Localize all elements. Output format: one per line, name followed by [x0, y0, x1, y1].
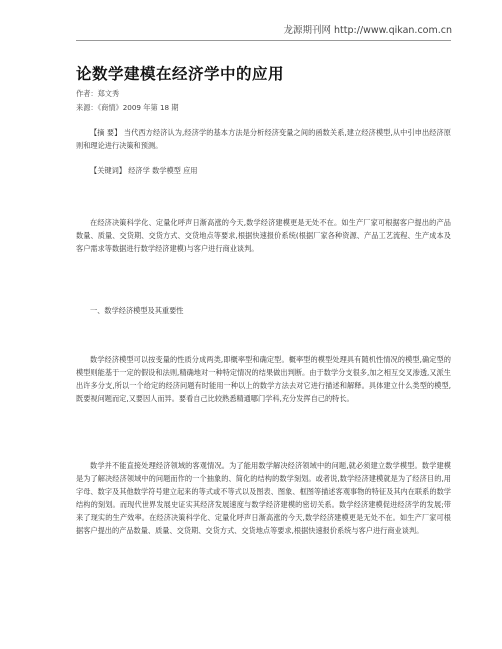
- keywords: 【关键词】 经济学 数学模型 应用: [90, 166, 198, 175]
- source-line: 来源：《商情》2009 年第 18 期: [76, 103, 179, 112]
- site-header: 龙源期刊网 http://www.qikan.com.cn: [283, 25, 452, 36]
- author-line: 作者：郑文秀: [76, 89, 120, 98]
- body-paragraph-2: 数学经济模型可以按变量的性质分成两类,即概率型和确定型。概率型的模型处理具有随机性情况的模型,确定型的模型则能基于一定的假设和法则,精确地对一种特定情况的结果做出判断。由于数学分支很多,加之相互交叉渗透,又派生出许多分支,所以一个给定的经济问题有时能用一种以上的数学方法去对它进行描述和解释。具体建立什么类型的模型,既要视问题而定,又要因人而异。要看自己比较熟悉精通哪门学科,充分发挥自己的特长。: [76, 355, 451, 403]
- section-heading: 一、数学经济模型及其重要性: [90, 306, 184, 315]
- body-paragraph-1: 在经济决策科学化、定量化呼声日渐高涨的今天,数学经济建模更是无处不在。如生产厂家可根据客户提出的产品数量、质量、交货期、交货方式、交货地点等要求,根据快速报价系统(根据厂家各种资源、产品工艺流程、生产成本及客户需求等数据进行数学经济建模)与客户进行商业谈判。: [76, 218, 451, 253]
- page-title: 论数学建模在经济学中的应用: [76, 65, 285, 83]
- abstract: 【摘 要】 当代西方经济认为,经济学的基本方法是分析经济变量之间的函数关系,建立经济模型,从中引申出经济原则和理论进行决策和预测。: [76, 128, 451, 150]
- header-divider: [76, 40, 451, 41]
- body-paragraph-3: 数学并不能直接处理经济领域的客观情况。为了能用数学解决经济领域中的问题,就必须建立数学模型。数学建模是为了解决经济领域中的问题而作的一个抽象的、简化的结构的数学刻划。或者说,数学经济建模就是为了经济目的,用字母、数字及其他数学符号建立起来的等式或不等式以及图表、图象、框图等描述客观事物的特征及其内在联系的数学结构的刻划。而现代世界发展史证实其经济发展速度与数学经济建模的密切关系。数学经济建模促进经济学的发展;带来了现实的生产效率。在经济决策科学化、定量化呼声日渐高涨的今天,数学经济建模更是无处不在。如生产厂家可根据客户提出的产品数量、质量、交货期、交货方式、交货地点等要求,根据快速报价系统与客户进行商业谈判。: [76, 461, 451, 535]
